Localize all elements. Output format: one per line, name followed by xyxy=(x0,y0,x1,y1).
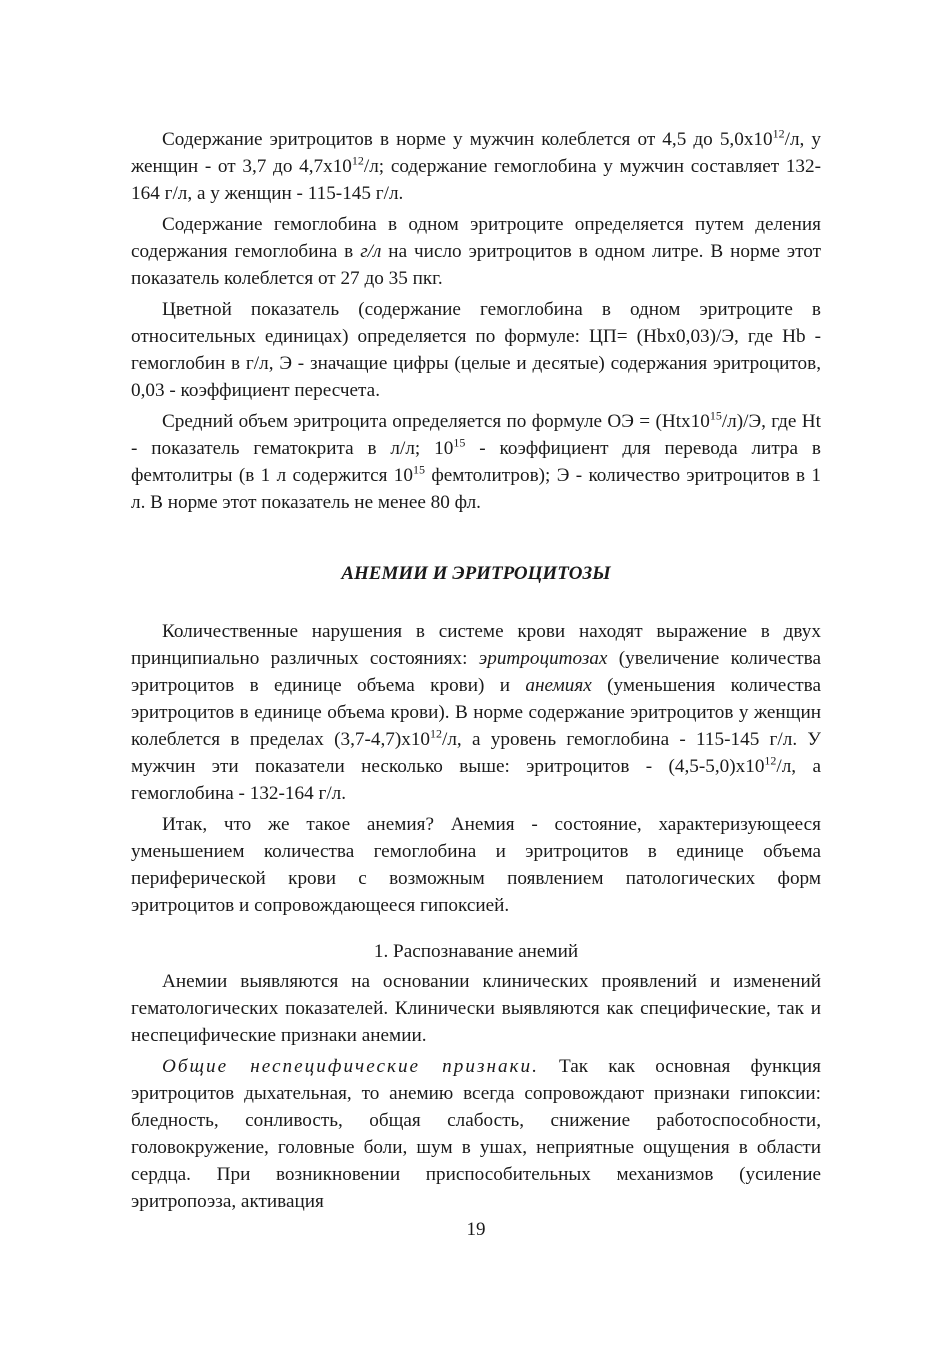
section-anemia xyxy=(131,618,821,919)
paragraph-text: Количественные нарушения в системе крови находят выражение в двух принципиально различных состояниях: xyxy=(131,621,821,669)
paragraph-text: Так как основная функция эритроцитов дыхательная, то анемию всегда сопровождают признаки гипоксии: бледность, сонливость, общая слабость, снижение работоспособности, головокружение, головные боли, шум в ушах, неприятные ощущения в области сердца. При возникновении приспособительных механизмов (усиление эритропоэза, активация xyxy=(131,1056,821,1212)
paragraph-color-index xyxy=(131,296,821,404)
paragraph-mean-volume xyxy=(131,408,821,516)
paragraph-nonspecific-signs xyxy=(131,1053,821,1215)
paragraph-text: /л)/Э, где Ht - показатель гематокрита в л/л; 10 xyxy=(131,411,821,459)
page-number: 19 xyxy=(466,1219,486,1240)
term-italic: эритроцитозах xyxy=(478,648,608,669)
paragraph-text: фемтолитров); Э - количество эритроцитов в 1 л. В норме этот показатель не менее 80 фл. xyxy=(131,465,821,513)
paragraph-text: (увеличение количества эритроцитов в единице объема крови) и xyxy=(131,648,821,696)
paragraph-text: Средний объем эритроцита определяется по формуле ОЭ = (Htх10 xyxy=(162,411,710,432)
exponent: 12 xyxy=(430,726,443,741)
exponent: 12 xyxy=(351,153,364,168)
paragraph-text: Цветной показатель (содержание гемоглобина в одном эритроците в относительных единицах) определяется по формуле: ЦП= (Hbх0,03)/Э, где Hb - гемоглобин в г/л, Э - значащие цифры (целые и десятые) содержания эритроцитов, 0,03 - коэффициент пересчета. xyxy=(131,299,821,401)
paragraph-erythrocyte-norm xyxy=(131,126,821,207)
paragraph-text: /л, а гемоглобина - 132-164 г/л. xyxy=(131,756,821,804)
paragraph-text: /л, у женщин - от 3,7 до 4,7х10 xyxy=(131,129,822,177)
paragraph-recognition xyxy=(131,968,821,1049)
term-italic: анемиях xyxy=(525,675,592,696)
paragraph-anemia-definition xyxy=(131,811,821,919)
paragraph-text: - коэффициент для перевода литра в фемтолитры (в 1 л содержится 10 xyxy=(131,438,821,486)
exponent: 12 xyxy=(764,753,777,768)
section-intro xyxy=(131,126,821,516)
paragraph-quantitative-disorders xyxy=(131,618,821,807)
paragraph-text: /л; содержание гемоглобина у мужчин составляет 132-164 г/л, а у женщин - 115-145 г/л. xyxy=(131,156,821,204)
label-italic: Общие неспецифические признаки. xyxy=(162,1056,539,1077)
paragraph-text: Итак, что же такое анемия? Анемия - состояние, характеризующееся уменьшением количества гемоглобина и эритроцитов в единице объема периферической крови с возможным появлением патологических форм эритроцитов и сопровождающееся гипоксией. xyxy=(131,814,821,916)
exponent: 15 xyxy=(413,462,425,477)
paragraph-text: (уменьшения количества эритроцитов в единице объема крови). В норме содержание эритроцитов у женщин колеблется в пределах (3,7-4,7)х10 xyxy=(131,675,821,750)
paragraph-text: /л, а уровень гемоглобина - 115-145 г/л. У мужчин эти показатели несколько выше: эритроцитов - (4,5-5,0)х10 xyxy=(131,729,821,777)
exponent: 15 xyxy=(453,435,466,450)
paragraph-text: на число эритроцитов в одном литре. В норме этот показатель колеблется от 27 до 35 пкг. xyxy=(131,241,822,289)
exponent: 15 xyxy=(709,408,722,423)
unit-italic: г/л xyxy=(360,241,382,262)
paragraph-text: Анемии выявляются на основании клинических проявлений и изменений гематологических показателей. Клинически выявляются как специфические, так и неспецифические признаки анемии. xyxy=(131,971,821,1046)
section-heading: АНЕМИИ И ЭРИТРОЦИТОЗЫ xyxy=(341,563,611,584)
section-recognition xyxy=(131,968,821,1215)
subsection-heading: 1. Распознавание анемий xyxy=(373,941,579,962)
paragraph-text: Содержание гемоглобина в одном эритроците определяется путем деления содержания гемоглобина в xyxy=(131,214,821,262)
paragraph-hemoglobin-per-cell xyxy=(131,211,821,292)
paragraph-text: Содержание эритроцитов в норме у мужчин колеблется от 4,5 до 5,0х10 xyxy=(162,129,773,150)
exponent: 12 xyxy=(772,126,785,141)
